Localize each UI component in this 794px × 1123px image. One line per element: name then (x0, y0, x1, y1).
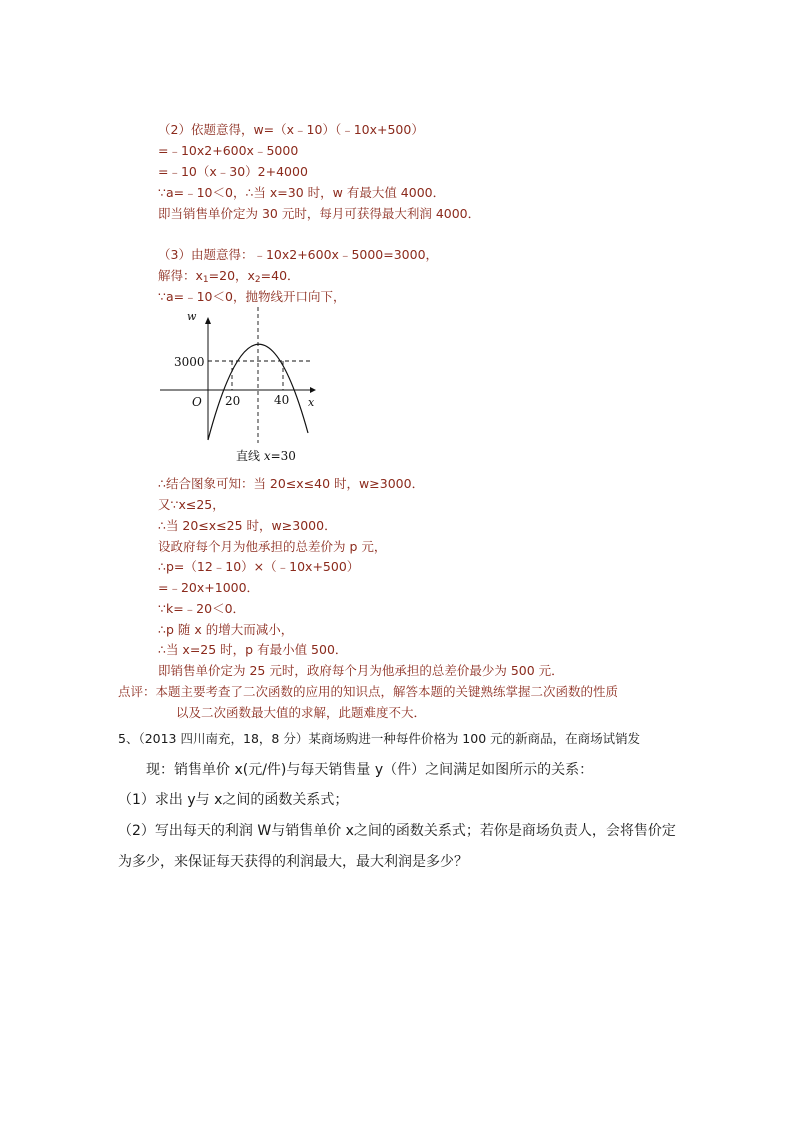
x-axis-label: x (308, 396, 315, 409)
after-line3: ∴当 20≤x≤25 时，w≥3000． (158, 518, 337, 533)
subscript-2: 2 (254, 275, 261, 285)
part2-line1: （2）依题意得，w=（x﹣10）（﹣10x+500） (158, 122, 424, 137)
after-line7: ∵k=﹣20＜0． (158, 601, 246, 616)
y-axis-arrow (205, 317, 211, 324)
after-line4: 设政府每个月为他承担的总差价为 p 元， (158, 539, 387, 554)
after-line6: =﹣20x+1000． (158, 580, 260, 595)
y-axis-label: w (187, 310, 197, 323)
comment-line2: 以及二次函数最大值的求解，此题难度不大． (176, 705, 427, 720)
part3-line3: ∵a=﹣10＜0，抛物线开口向下， (158, 289, 346, 304)
part3-line1: （3）由题意得：﹣10x2+600x﹣5000=3000， (158, 247, 439, 262)
problem5-line2: 现：销售单价 x(元/件)与每天销售量 y（件）之间满足如图所示的关系： (146, 762, 594, 778)
solve-prefix: 解得：x (158, 268, 203, 283)
caption-suffix: =30 (270, 449, 296, 463)
solve-suffix: =40． (260, 268, 300, 283)
after-line8: ∴p 随 x 的增大而减小， (158, 622, 294, 637)
part2-line3: =﹣10（x﹣30）2+4000 (158, 164, 308, 179)
comment-line1: 点评：本题主要考查了二次函数的应用的知识点，解答本题的关键熟练掌握二次函数的性质 (118, 684, 619, 699)
symmetry-axis-caption (236, 448, 296, 463)
part2-line2: =﹣10x2+600x﹣5000 (158, 143, 299, 158)
question1: （1）求出 y与 x之间的函数关系式； (118, 792, 349, 808)
origin-label: O (192, 395, 202, 409)
problem5-line1: 5、（2013 四川南充，18，8 分）某商场购进一种每件价格为 100 元的新商品，在商场试销发 (118, 731, 641, 746)
question2-line2: 为多少，来保证每天获得的利润最大，最大利润是多少？ (118, 854, 468, 870)
parabola-graph (150, 305, 330, 470)
after-line9: ∴当 x=25 时，p 有最小值 500． (158, 642, 348, 657)
caption-variable: x (263, 449, 271, 463)
x-tick-40: 40 (274, 393, 290, 407)
y-tick-3000: 3000 (174, 355, 205, 369)
after-line2: 又∵x≤25， (158, 497, 225, 512)
part2-line5: 即当销售单价定为 30 元时，每月可获得最大利润 4000． (158, 206, 481, 221)
x-axis-arrow (310, 387, 316, 393)
part2-line4: ∵a=﹣10＜0，∴当 x=30 时，w 有最大值 4000． (158, 185, 446, 200)
after-line10: 即销售单价定为 25 元时，政府每个月为他承担的总差价最少为 500 元． (158, 663, 564, 678)
caption-prefix: 直线 (236, 449, 264, 463)
after-line1: ∴结合图象可知：当 20≤x≤40 时，w≥3000． (158, 476, 425, 491)
after-line5: ∴p=（12﹣10）×（﹣10x+500） (158, 559, 360, 574)
solve-middle: =20，x (208, 268, 255, 283)
question2-line1: （2）写出每天的利润 W与销售单价 x之间的函数关系式；若你是商场负责人，会将售价定 (118, 823, 676, 839)
part3-line2 (158, 266, 300, 285)
x-tick-20: 20 (225, 394, 241, 408)
subscript-1: 1 (202, 275, 209, 285)
